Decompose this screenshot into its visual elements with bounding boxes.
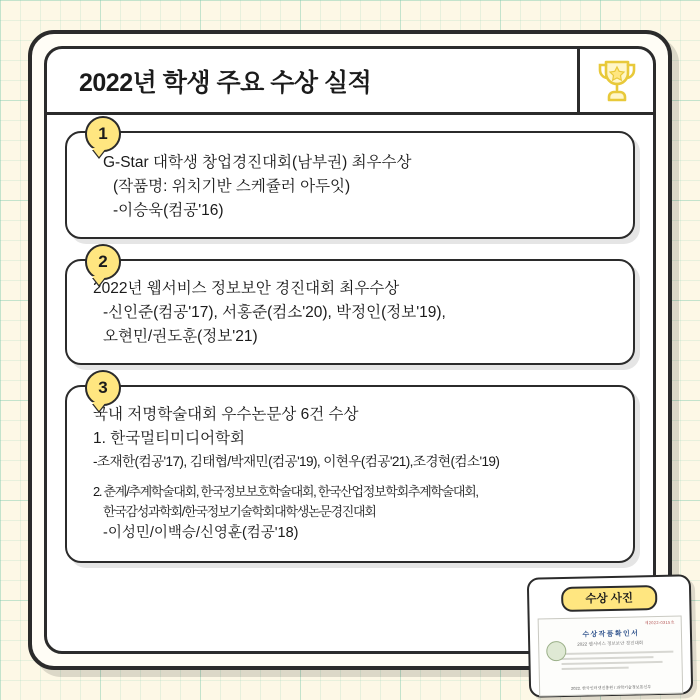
page-title: 2022년 학생 주요 수상 실적 <box>79 68 372 97</box>
award-3-line-1: 국내 저명학술대회 우수논문상 6건 수상 <box>93 406 359 424</box>
certificate-text-lines <box>561 651 673 670</box>
certificate-number: 제2022-0315호 <box>644 619 675 626</box>
award-2-line-2: -신인준(컴공'17), 서홍준(컴소'20), 박정인(정보'19), <box>103 304 446 322</box>
award-3-line-2: 1. 한국멀티미디어학회 <box>93 430 245 448</box>
award-badge-2: 2 <box>85 244 121 280</box>
card-inner-frame <box>44 46 656 654</box>
trophy-icon <box>595 58 639 104</box>
award-1-line-3: -이승욱(컴공'16) <box>113 202 224 220</box>
photo-card-label: 수상 사진 <box>561 585 658 612</box>
award-badge-1: 1 <box>85 116 121 152</box>
award-2-line-1: 2022년 웹서비스 정보보안 경진대회 최우수상 <box>93 280 400 298</box>
poster-header <box>47 49 653 115</box>
award-item-1 <box>65 124 635 239</box>
award-2-line-3: 오현민/권도훈(정보'21) <box>103 328 258 346</box>
award-badge-3: 3 <box>85 370 121 406</box>
award-3-gap <box>93 472 615 482</box>
award-item-3 <box>65 378 635 563</box>
certificate-subtitle: 2022 웹서비스 정보보안 경진대회 <box>577 640 644 647</box>
award-1-line-1: G-Star 대학생 창업경진대회(남부권) 최우수상 <box>103 154 412 171</box>
award-1-line-2: (작품명: 위치기반 스케쥴러 아두잇) <box>113 178 351 196</box>
award-3-line-6: -이성민/이백승/신영훈(컴공'18) <box>103 525 299 542</box>
award-3-line-4: 2. 춘계/추계학술대회, 한국정보보호학술대회, 한국산업정보학회추계학술대회, <box>93 484 478 500</box>
certificate-footer: 2022. 한국인터넷진흥원 / 과학기술정보통신부 <box>570 684 652 691</box>
award-photo-card <box>527 574 693 697</box>
award-3-line-5: 한국감성과학회/한국정보기술학회대학생논문경진대회 <box>103 504 376 520</box>
certificate-image <box>538 615 684 696</box>
award-3-line-3: -조재한(컴공'17), 김태협/박재민(컴공'19), 이현우(컴공'21),조경현(컴소'19) <box>93 454 500 470</box>
award-poster-card <box>28 30 672 670</box>
poster-body <box>47 115 653 577</box>
certificate-title: 수 상 작 품 확 인 서 <box>582 630 638 639</box>
award-item-2 <box>65 252 635 365</box>
trophy-icon-container <box>577 49 653 112</box>
